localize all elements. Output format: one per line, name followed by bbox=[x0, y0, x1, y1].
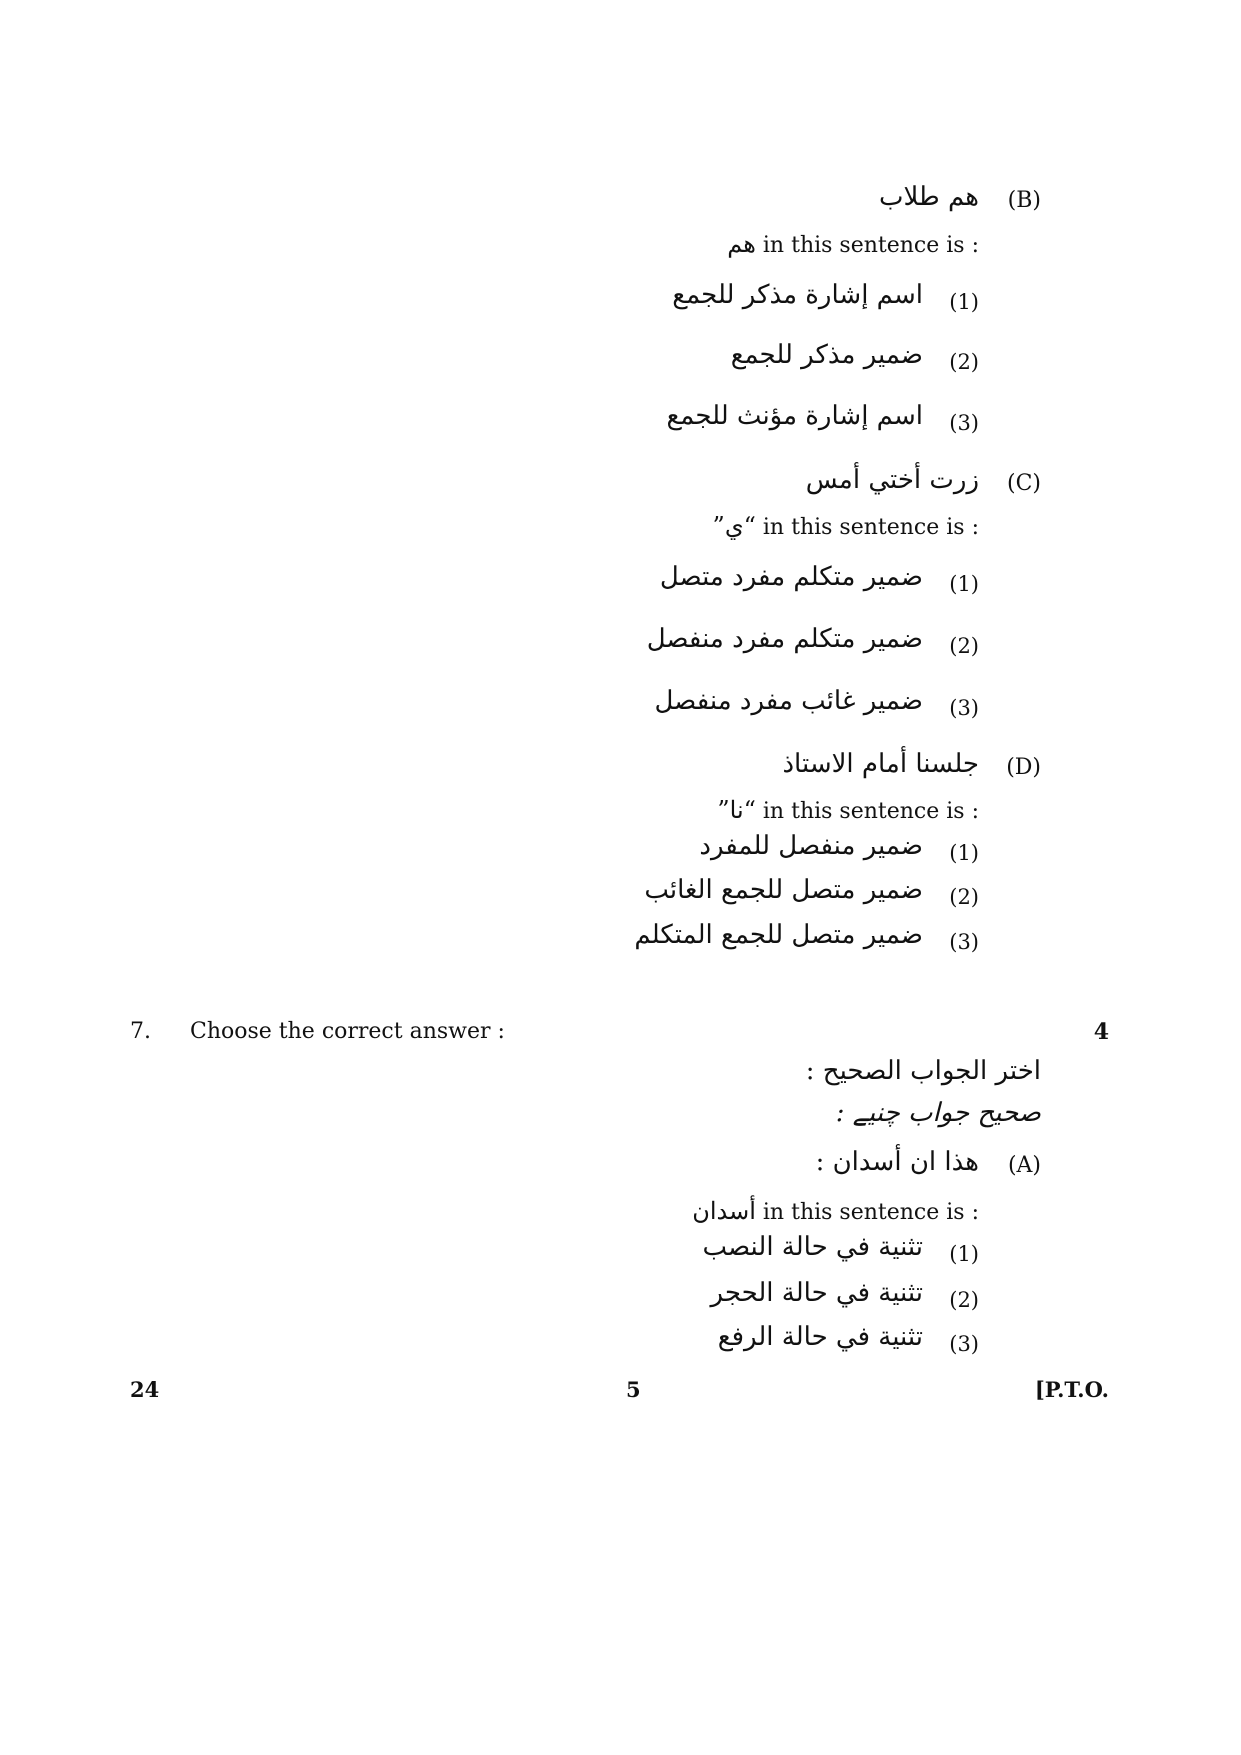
section-a-option-text: تثنية في حالة النصب bbox=[702, 1232, 923, 1262]
section-a-option-num: (2) bbox=[949, 1288, 979, 1312]
section-a-option-text: تثنية في حالة الرفع bbox=[717, 1322, 923, 1352]
section-a-prompt-ar: أسدان bbox=[692, 1197, 756, 1225]
section-d-option-text: ضمير متصل للجمع المتكلم bbox=[634, 920, 923, 950]
section-a-prompt bbox=[692, 1197, 979, 1225]
section-a-option-num: (1) bbox=[949, 1242, 979, 1266]
section-d-option-num: (1) bbox=[949, 841, 979, 865]
section-b-prompt-ar: هم bbox=[727, 230, 756, 258]
section-d-prompt bbox=[717, 796, 979, 824]
section-b-label: (B) bbox=[1007, 188, 1041, 213]
section-c-prompt bbox=[713, 512, 979, 540]
section-c-prompt-ar: ”ي“ bbox=[712, 512, 756, 540]
section-d-sentence: جلسنا أمام الاستاذ bbox=[782, 749, 979, 779]
section-b-option-num: (1) bbox=[949, 290, 979, 314]
section-b-option-num: (3) bbox=[949, 411, 979, 435]
section-c-sentence: زرت أختي أمس bbox=[805, 465, 979, 495]
section-d-option-text: ضمير متصل للجمع الغائب bbox=[644, 875, 923, 905]
section-c-option-num: (2) bbox=[949, 634, 979, 658]
section-c-option-text: ضمير متكلم مفرد متصل bbox=[659, 562, 923, 592]
section-b-sentence: هم طلاب bbox=[879, 182, 979, 212]
section-b-option-text: اسم إشارة مؤنث للجمع bbox=[666, 401, 923, 431]
question-7-marks: 4 bbox=[1093, 1019, 1109, 1045]
question-7-instruction-ar: اختر الجواب الصحيح : bbox=[805, 1056, 1041, 1086]
section-c-option-num: (3) bbox=[949, 696, 979, 720]
section-d-prompt-ar: ”نا“ bbox=[717, 796, 756, 824]
question-7-number: 7. bbox=[130, 1019, 151, 1044]
footer-page-number: 5 bbox=[626, 1377, 641, 1402]
section-d-option-text: ضمير منفصل للمفرد bbox=[699, 831, 923, 861]
section-b-option-text: اسم إشارة مذكر للجمع bbox=[672, 280, 923, 310]
section-c-option-text: ضمير غائب مفرد منفصل bbox=[654, 686, 923, 716]
section-c-option-num: (1) bbox=[949, 572, 979, 596]
section-d-prompt-en: in this sentence is : bbox=[755, 799, 979, 824]
section-b-option-text: ضمير مذكر للجمع bbox=[730, 340, 923, 370]
question-7-instruction-en: Choose the correct answer : bbox=[190, 1019, 505, 1044]
section-b-prompt bbox=[727, 230, 979, 258]
section-a-option-num: (3) bbox=[949, 1332, 979, 1356]
section-a-option-text: تثنية في حالة الحجر bbox=[710, 1278, 923, 1308]
section-c-prompt-en: in this sentence is : bbox=[755, 515, 979, 540]
section-b-option-num: (2) bbox=[949, 350, 979, 374]
section-a-prompt-en: in this sentence is : bbox=[755, 1200, 979, 1225]
section-a-label: (A) bbox=[1007, 1153, 1041, 1178]
section-a-sentence: هذا ان أسدان : bbox=[815, 1147, 979, 1177]
footer-pto: [P.T.O. bbox=[1034, 1377, 1109, 1402]
section-b-prompt-en: in this sentence is : bbox=[755, 233, 979, 258]
section-d-label: (D) bbox=[1006, 755, 1041, 780]
section-c-label: (C) bbox=[1007, 471, 1041, 496]
footer-code: 24 bbox=[130, 1377, 160, 1402]
section-c-option-text: ضمير متكلم مفرد منفصل bbox=[646, 624, 923, 654]
section-d-option-num: (2) bbox=[949, 885, 979, 909]
section-d-option-num: (3) bbox=[949, 930, 979, 954]
question-7-instruction-ur: صحیح جواب چنیے : bbox=[835, 1098, 1041, 1128]
